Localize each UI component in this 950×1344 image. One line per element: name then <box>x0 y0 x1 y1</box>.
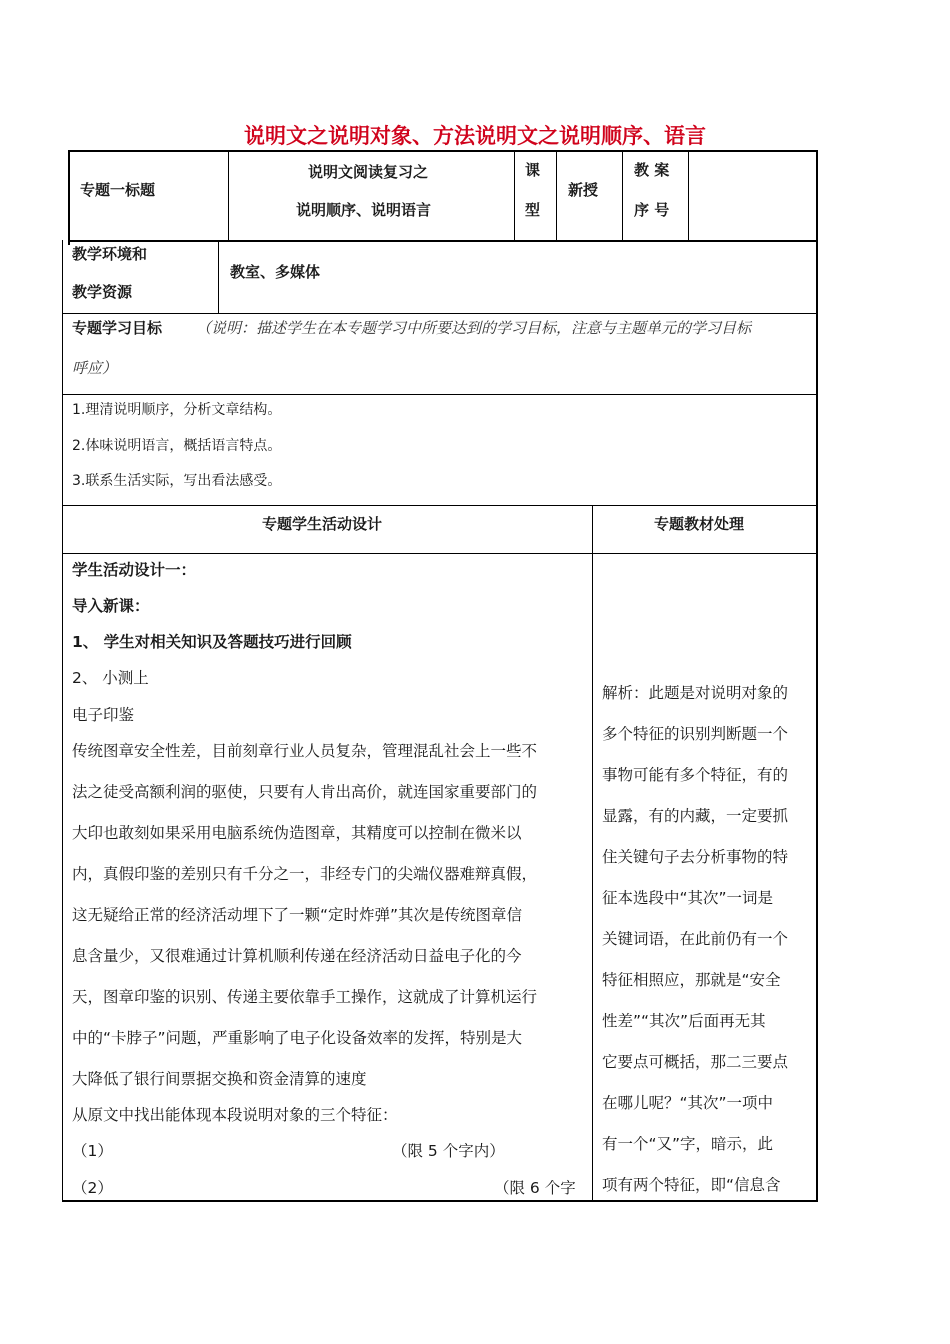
row1-divider-2 <box>514 150 515 242</box>
activity-intro: 导入新课： <box>72 597 150 615</box>
table-border-left <box>62 240 63 1202</box>
analysis-line: 解析：此题是对说明对象的 <box>602 684 789 702</box>
row1-divider-5 <box>688 150 689 242</box>
env-label-2: 教学资源 <box>72 283 133 301</box>
env-label-1: 教学环境和 <box>72 245 148 263</box>
row1-divider-4 <box>622 150 623 242</box>
analysis-line: 住关键句子去分析事物的特 <box>602 848 789 866</box>
row1-bottom <box>68 240 818 242</box>
goal-item-3: 3.联系生活实际，写出看法感受。 <box>72 473 282 489</box>
analysis-line: 关键词语，在此前仍有一个 <box>602 930 789 948</box>
passage-line: 中的“卡脖子”问题，严重影响了电子化设备效率的发挥，特别是大 <box>72 1029 523 1047</box>
passage-line: 法之徒受高额利润的驱使，只要有人肯出高价，就连国家重要部门的 <box>72 783 538 801</box>
row1-divider-3 <box>556 150 557 242</box>
analysis-line: 它要点可概括，那二三要点 <box>602 1053 789 1071</box>
table-border-top <box>68 150 818 152</box>
analysis-line: 征本选段中“其次”一词是 <box>602 889 774 907</box>
answer-2-limit: （限 6 个字 <box>494 1179 576 1197</box>
goals-heading: 专题学习目标 <box>72 319 163 337</box>
type-value: 新授 <box>568 181 599 199</box>
analysis-line: 多个特征的识别判断题一个 <box>602 725 789 743</box>
answer-1-limit: （限 5 个字内） <box>392 1142 505 1160</box>
answer-2-number: （2） <box>72 1179 113 1197</box>
goals-note-1: （说明：描述学生在本专题学习中所要达到的学习目标，注意与主题单元的学习目标 <box>196 319 752 337</box>
activity-step-1: 1、 学生对相关知识及答题技巧进行回顾 <box>72 633 352 651</box>
plan-label-1: 教 案 <box>634 161 670 179</box>
analysis-line: 事物可能有多个特征，有的 <box>602 766 789 784</box>
passage-line: 天，图章印鉴的识别、传递主要依靠手工操作，这就成了计算机运行 <box>72 988 538 1006</box>
activity-heading: 学生活动设计一： <box>72 561 197 579</box>
passage-line: 大印也敢刻如果采用电脑系统伪造图章，其精度可以控制在微米以 <box>72 824 522 842</box>
table-border-right-upper <box>816 150 818 245</box>
passage-line: 大降低了银行间票据交换和资金清算的速度 <box>72 1070 367 1088</box>
table-border-left-upper <box>68 150 70 245</box>
analysis-line: 项有两个特征，即“信息含 <box>602 1176 781 1194</box>
page-title: 说明文之说明对象、方法说明文之说明顺序、语言 <box>244 124 706 148</box>
topic-line-1: 说明文阅读复习之 <box>308 163 429 181</box>
answer-1-number: （1） <box>72 1142 113 1160</box>
question-text: 从原文中找出能体现本段说明对象的三个特征： <box>72 1106 398 1124</box>
passage-line: 内，真假印鉴的差别只有千分之一，非经专门的尖端仪器难辩真假， <box>72 865 538 883</box>
analysis-line: 显露，有的内藏，一定要抓 <box>602 807 789 825</box>
topic-label: 专题一标题 <box>80 181 156 199</box>
activity-step-2: 2、 小测上 <box>72 669 149 687</box>
passage-title: 电子印鉴 <box>72 706 135 724</box>
passage-line: 这无疑给正常的经济活动埋下了一颗“定时炸弹”其次是传统图章信 <box>72 906 523 924</box>
type-label-2: 型 <box>525 201 541 219</box>
env-row-bottom <box>62 313 818 314</box>
env-divider <box>218 241 219 314</box>
plan-label-2: 序 号 <box>634 201 670 219</box>
passage-line: 息含量少，又很难通过计算机顺利传递在经济活动日益电子化的今 <box>72 947 522 965</box>
column-divider <box>592 505 593 1202</box>
column-header-left: 专题学生活动设计 <box>262 515 383 533</box>
topic-line-2: 说明顺序、说明语言 <box>296 201 432 219</box>
analysis-line: 有一个“又”字，暗示，此 <box>602 1135 774 1153</box>
goal-item-1: 1.理清说明顺序，分析文章结构。 <box>72 402 282 418</box>
row1-divider-1 <box>228 150 229 242</box>
column-header-bottom <box>62 553 818 554</box>
table-border-right <box>816 240 818 1202</box>
goals-row-bottom <box>62 505 818 506</box>
analysis-line: 在哪儿呢？“其次”一项中 <box>602 1094 774 1112</box>
goals-note-bottom <box>62 394 818 395</box>
env-value: 教室、多媒体 <box>230 263 321 281</box>
column-header-right: 专题教材处理 <box>654 515 745 533</box>
type-label-1: 课 <box>525 161 541 179</box>
analysis-line: 性差”“其次”后面再无其 <box>602 1012 766 1030</box>
analysis-line: 特征相照应，那就是“安全 <box>602 971 781 989</box>
goals-note-2: 呼应） <box>72 359 118 377</box>
passage-line: 传统图章安全性差，目前刻章行业人员复杂，管理混乱社会上一些不 <box>72 742 538 760</box>
goal-item-2: 2.体味说明语言，概括语言特点。 <box>72 438 282 454</box>
table-border-bottom <box>62 1200 818 1202</box>
